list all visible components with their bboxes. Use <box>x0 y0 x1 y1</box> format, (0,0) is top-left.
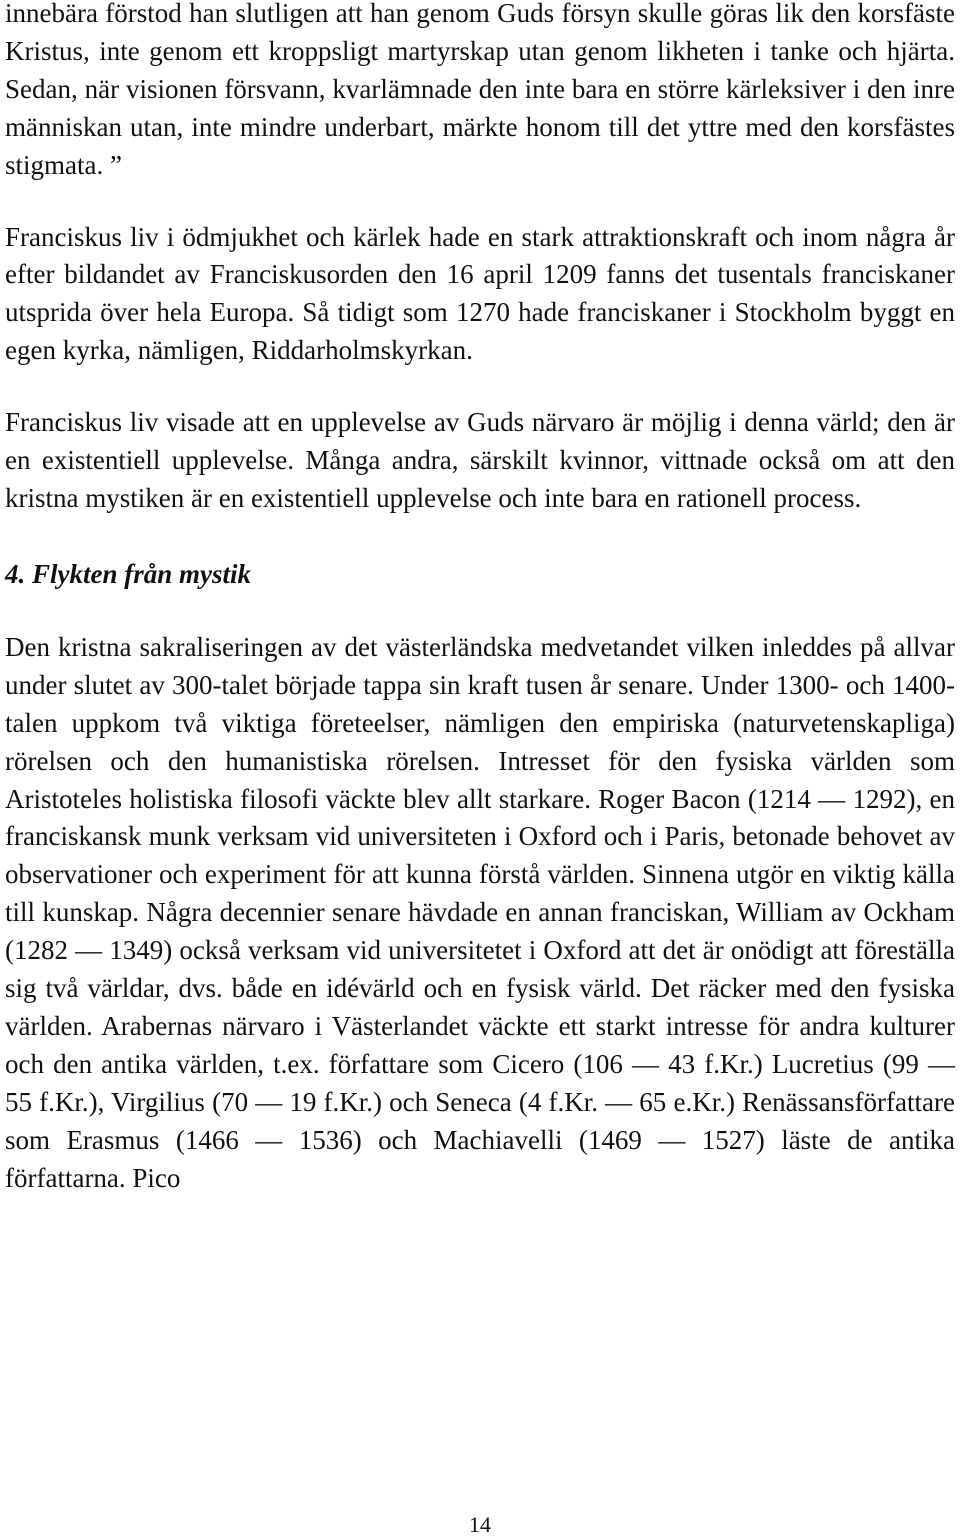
section-heading: 4. Flykten från mystik <box>5 558 252 589</box>
body-paragraph-3: Franciskus liv visade att en upplevelse av Guds närvaro är möjlig i denna värld; den är en existentiell upplevelse. Många andra, särskilt kvinnor, vittnade också om att den kristna mystiken är en existentiell upplevelse och inte bara en rationell process. <box>5 407 955 513</box>
section-paragraph: Den kristna sakraliseringen av det västerländska medvetandet vilken inleddes på allvar under slutet av 300-talet började tappa sin kraft tusen år senare. Under 1300- och 1400-talen uppkom två viktiga företeelser, nämligen den empiriska (naturvetenskapliga) rörelsen och den humanistiska rörelsen. Intresset för den fysiska världen som Aristoteles holistiska filosofi väckte blev allt starkare. Roger Bacon (1214 — 1292), en franciskansk munk verksam vid universiteten i Oxford och i Paris, betonade behovet av observationer och experiment för att kunna förstå världen. Sinnena utgör en viktig källa till kunskap. Några decennier senare hävdade en annan franciskan, William av Ockham (1282 — 1349) också verksam vid universitetet i Oxford att det är onödigt att föreställa sig två världar, dvs. både en idévärld och en fysisk värld. Det räcker med den fysiska världen. Arabernas närvaro i Västerlandet väckte ett starkt intresse för andra kulturer och den antika världen, t.ex. författare som Cicero (106 — 43 f.Kr.) Lucretius (99 — 55 f.Kr.), Virgilius (70 — 19 f.Kr.) och Seneca (4 f.Kr. — 65 e.Kr.) Renässansförfattare som Erasmus (1466 — 1536) och Machiavelli (1469 — 1527) läste de antika författarna. Pico <box>5 631 955 1193</box>
document-page <box>5 0 955 1197</box>
body-paragraph-2: Franciskus liv i ödmjukhet och kärlek hade en stark attraktionskraft och inom några år efter bildandet av Franciskusorden den 16 april 1209 fanns det tusentals franciskaner utsprida över hela Europa. Så tidigt som 1270 hade franciskaner i Stockholm byggt en egen kyrka, nämligen, Riddarholmskyrkan. <box>5 221 955 366</box>
page-number: 14 <box>469 1512 491 1537</box>
body-paragraph-1: innebära förstod han slutligen att han genom Guds försyn skulle göras lik den korsfäste Kristus, inte genom ett kroppsligt martyrskap utan genom likheten i tanke och hjärta. Sedan, när visionen försvann, kvarlämnade den inte bara en större kärleksiver i den inre människan utan, inte mindre underbart, märkte honom till det yttre med den korsfästes stigmata. ” <box>5 0 955 180</box>
